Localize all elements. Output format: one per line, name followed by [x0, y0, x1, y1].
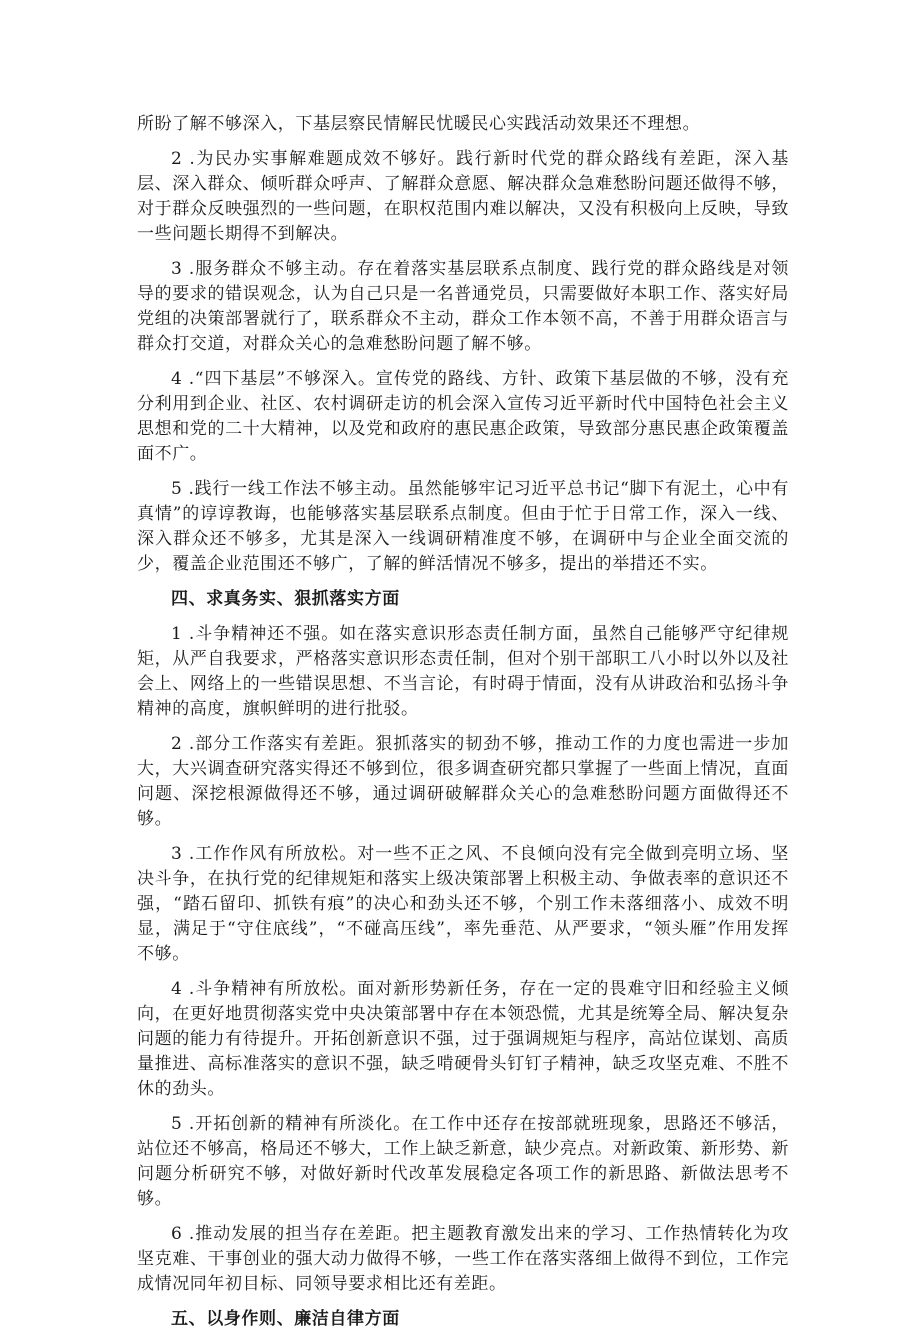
paragraph-s3-item-3: 3 .服务群众不够主动。存在着落实基层联系点制度、践行党的群众路线是对领导的要求的错误观念，认为自己只是一名普通党员，只需要做好本职工作、落实好局党组的决策部署就行了，联系群众不主动，群众工作本领不高，不善于用群众语言与群众打交道，对群众关心的急难愁盼问题了解不够。: [137, 259, 789, 354]
paragraph-s3-item-5: 5 .践行一线工作法不够主动。虽然能够牢记习近平总书记“脚下有泥土，心中有真情”的谆谆教诲，也能够落实基层联系点制度。但由于忙于日常工作，深入一线、深入群众还不够多，尤其是深入一线调研精准度不够，在调研中与企业全面交流的少，覆盖企业范围还不够广，了解的鲜活情况不够多，提出的举措还不实。: [137, 479, 789, 574]
paragraph-s3-item-2: 2 .为民办实事解难题成效不够好。践行新时代党的群众路线有差距，深入基层、深入群众、倾听群众呼声、了解群众意愿、解决群众急难愁盼问题还做得不够，对于群众反映强烈的一些问题，在职权范围内难以解决，又没有积极向上反映，导致一些问题长期得不到解决。: [137, 149, 789, 244]
paragraph-s4-item-6: 6 .推动发展的担当存在差距。把主题教育激发出来的学习、工作热情转化为攻坚克难、干事创业的强大动力做得不够，一些工作在落实落细上做得不到位，工作完成情况同年初目标、同领导要求相比还有差距。: [137, 1224, 789, 1294]
document-page: [137, 112, 789, 1332]
section-heading-4: 四、求真务实、狠抓落实方面: [171, 589, 400, 609]
section-heading-5: 五、以身作则、廉洁自律方面: [171, 1309, 400, 1329]
paragraph-s4-item-4: 4 .斗争精神有所放松。面对新形势新任务，存在一定的畏难守旧和经验主义倾向，在更好地贯彻落实党中央决策部署中存在本领恐慌，尤其是统筹全局、解决复杂问题的能力有待提升。开拓创新意识不强，过于强调规矩与程序，高站位谋划、高质量推进、高标准落实的意识不强，缺乏啃硬骨头钉钉子精神，缺乏攻坚克难、不胜不休的劲头。: [137, 979, 789, 1099]
paragraph-s4-item-3: 3 .工作作风有所放松。对一些不正之风、不良倾向没有完全做到亮明立场、坚决斗争，在执行党的纪律规矩和落实上级决策部署上积极主动、争做表率的意识还不强，“踏石留印、抓铁有痕”的决心和劲头还不够，个别工作未落细落小、成效不明显，满足于“守住底线”，“不碰高压线”，率先垂范、从严要求，“领头雁”作用发挥不够。: [137, 844, 789, 964]
paragraph-s4-item-1: 1 .斗争精神还不强。如在落实意识形态责任制方面，虽然自己能够严守纪律规矩，从严自我要求，严格落实意识形态责任制，但对个别干部职工八小时以外以及社会上、网络上的一些错误思想、不当言论，有时碍于情面，没有从讲政治和弘扬斗争精神的高度，旗帜鲜明的进行批驳。: [137, 624, 789, 719]
paragraph-s4-item-2: 2 .部分工作落实有差距。狠抓落实的韧劲不够，推动工作的力度也需进一步加大，大兴调查研究落实得还不够到位，很多调查研究都只掌握了一些面上情况，直面问题、深挖根源做得还不够，通过调研破解群众关心的急难愁盼问题方面做得还不够。: [137, 734, 789, 829]
paragraph-s3-item-4: 4 .“四下基层”不够深入。宣传党的路线、方针、政策下基层做的不够，没有充分利用到企业、社区、农村调研走访的机会深入宣传习近平新时代中国特色社会主义思想和党的二十大精神，以及党和政府的惠民惠企政策，导致部分惠民惠企政策覆盖面不广。: [137, 369, 789, 464]
paragraph-continuation: 所盼了解不够深入，下基层察民情解民忧暖民心实践活动效果还不理想。: [137, 114, 701, 134]
paragraph-s4-item-5: 5 .开拓创新的精神有所淡化。在工作中还存在按部就班现象，思路还不够活，站位还不够高，格局还不够大，工作上缺乏新意，缺少亮点。对新政策、新形势、新问题分析研究不够，对做好新时代改革发展稳定各项工作的新思路、新做法思考不够。: [137, 1114, 789, 1209]
